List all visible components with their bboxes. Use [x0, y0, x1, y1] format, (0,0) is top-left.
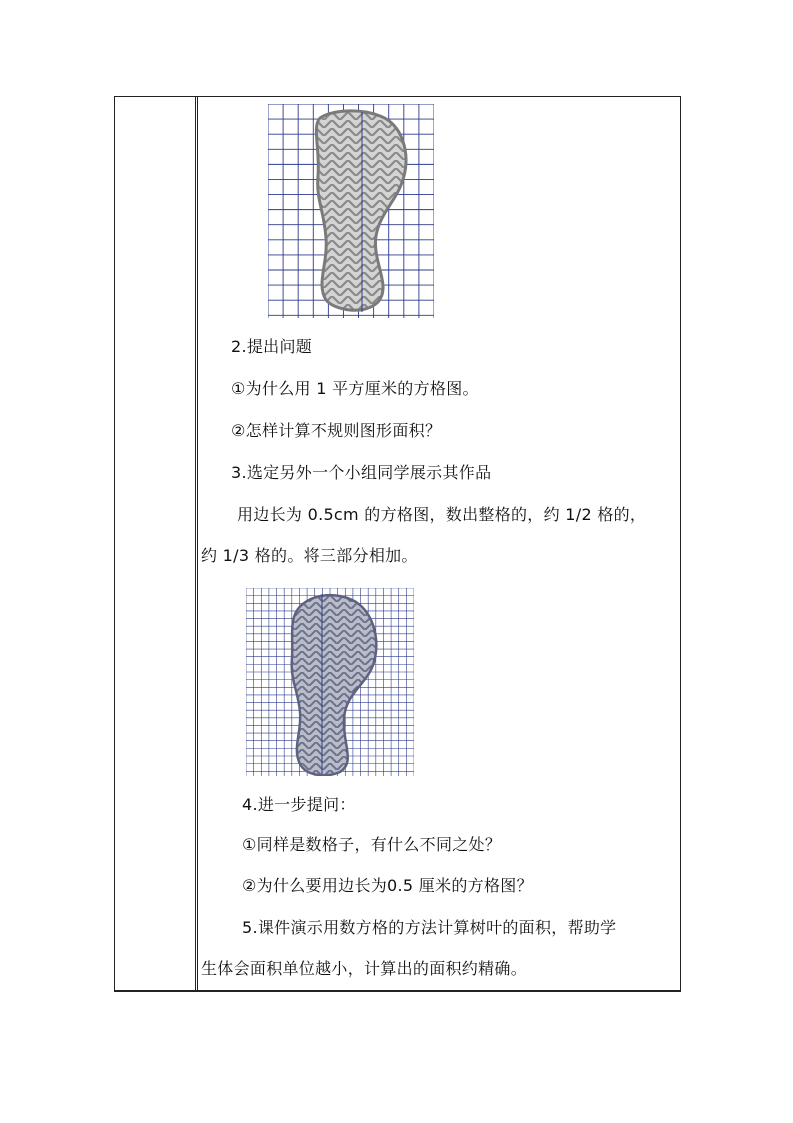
footprint-shape: [316, 111, 406, 310]
footprint-grid-figure-2: [246, 588, 414, 776]
table-column-divider: [195, 96, 198, 992]
paragraph-further-question-2: ②为什么要用边长为0.5 厘米的方格图？: [242, 876, 533, 895]
paragraph-show-work: 3.选定另外一个小组同学展示其作品: [231, 463, 492, 482]
paragraph-half-cm-method-line2: 约 1/3 格的。将三部分相加。: [201, 546, 418, 565]
footprint-grid-figure-1: [268, 104, 434, 318]
paragraph-courseware-demo-line2: 生体会面积单位越小，计算出的面积约精确。: [201, 959, 528, 978]
paragraph-half-cm-method-line1: 用边长为 0.5cm 的方格图，数出整格的，约 1/2 格的，: [237, 505, 647, 524]
paragraph-further-question-1: ①同样是数格子，有什么不同之处？: [242, 835, 502, 854]
paragraph-further-question: 4.进一步提问：: [242, 795, 356, 814]
paragraph-question-2: ②怎样计算不规则图形面积？: [231, 421, 442, 440]
paragraph-courseware-demo-line1: 5.课件演示用数方格的方法计算树叶的面积，帮助学: [242, 918, 617, 937]
paragraph-question-1: ①为什么用 1 平方厘米的方格图。: [231, 379, 479, 398]
paragraph-raise-question: 2.提出问题: [231, 337, 313, 356]
